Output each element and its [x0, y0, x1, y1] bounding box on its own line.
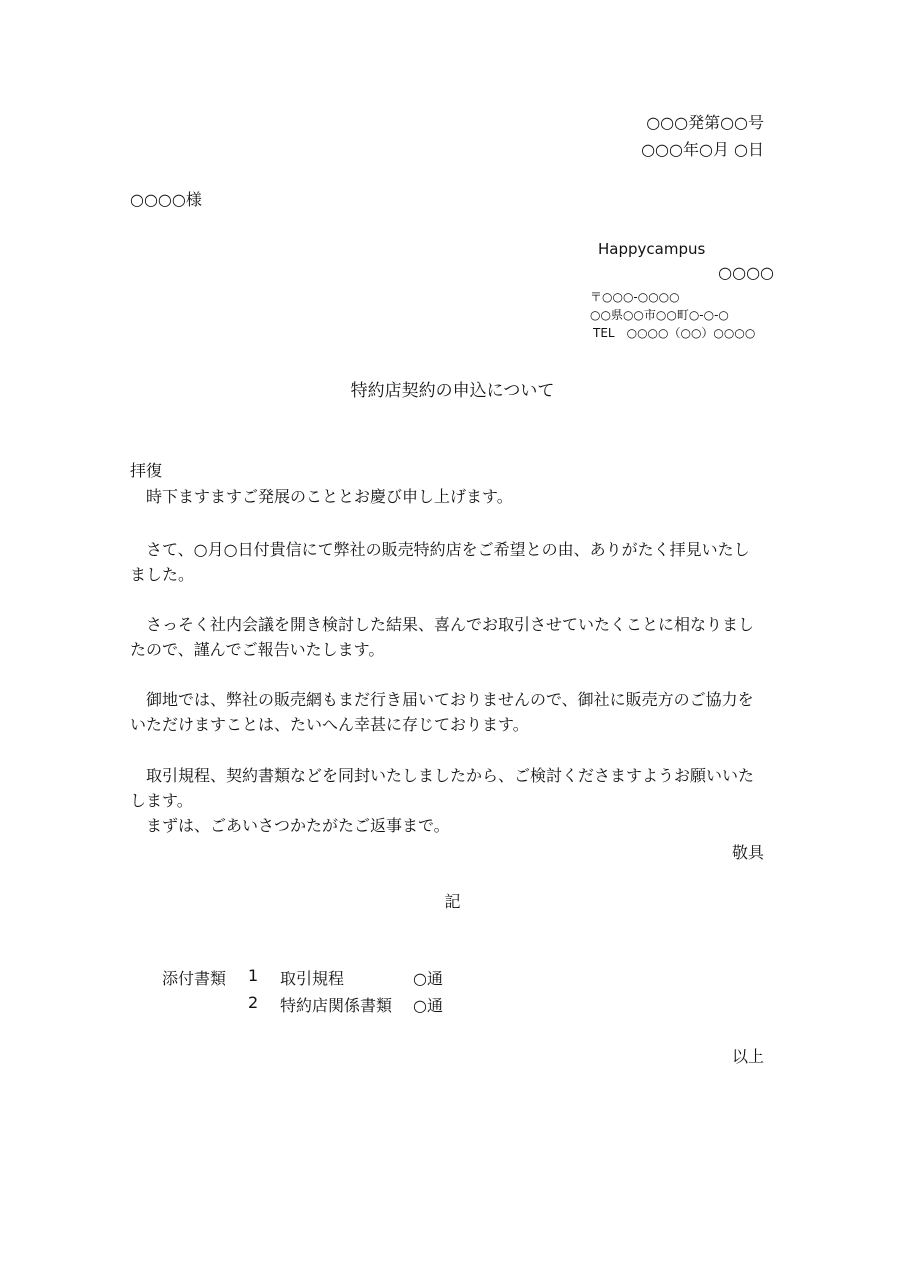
closing: 敬具	[731, 843, 764, 862]
attachment-name: 特約店関係書類	[280, 996, 393, 1015]
sender-address: ○○県○○市○○町○-○-○	[590, 308, 729, 322]
document-date: ○○○年○月 ○日	[641, 140, 764, 159]
ki-heading: 記	[444, 892, 461, 911]
body-line: まずは、ごあいさつかたがたご返事まで。	[130, 816, 450, 835]
attachment-number: 2	[248, 993, 259, 1012]
sender-name: ○○○○	[718, 263, 774, 282]
attachment-name: 取引規程	[280, 969, 345, 988]
body-line: 時下ますますご発展のこととお慶び申し上げます。	[130, 487, 513, 506]
body-line: します。	[130, 791, 193, 810]
attachment-number: 1	[248, 966, 259, 985]
attachment-count: ○通	[413, 996, 443, 1015]
body-line: ました。	[130, 565, 195, 584]
greeting: 拝復	[130, 461, 163, 480]
sender-postal: 〒○○○-○○○○	[590, 290, 680, 304]
recipient: ○○○○様	[130, 190, 202, 209]
body-line: 御地では、弊社の販売網もまだ行き届いておりませんので、御社に販売方のご協力を	[130, 690, 754, 709]
body-line: さっそく社内会議を開き検討した結果、喜んでお取引させていたくことに相なりまし	[130, 615, 755, 634]
sender-company: Happycampus	[598, 240, 706, 258]
attachments-label: 添付書類	[162, 969, 227, 988]
body-line: いただけますことは、たいへん幸甚に存じております。	[130, 715, 529, 734]
end-mark: 以上	[731, 1047, 764, 1066]
sender-tel: TEL ○○○○（○○）○○○○	[593, 326, 756, 340]
document-number: ○○○発第○○号	[646, 113, 764, 132]
body-line: さて、○月○日付貴信にて弊社の販売特約店をご希望との由、ありがたく拝見いたし	[130, 540, 750, 559]
body-line: 取引規程、契約書類などを同封いたしましたから、ご検討くださますようお願いいた	[130, 766, 755, 785]
body-line: たので、謹んでご報告いたします。	[130, 640, 385, 659]
document-title: 特約店契約の申込について	[350, 381, 555, 401]
attachment-count: ○通	[413, 969, 443, 988]
